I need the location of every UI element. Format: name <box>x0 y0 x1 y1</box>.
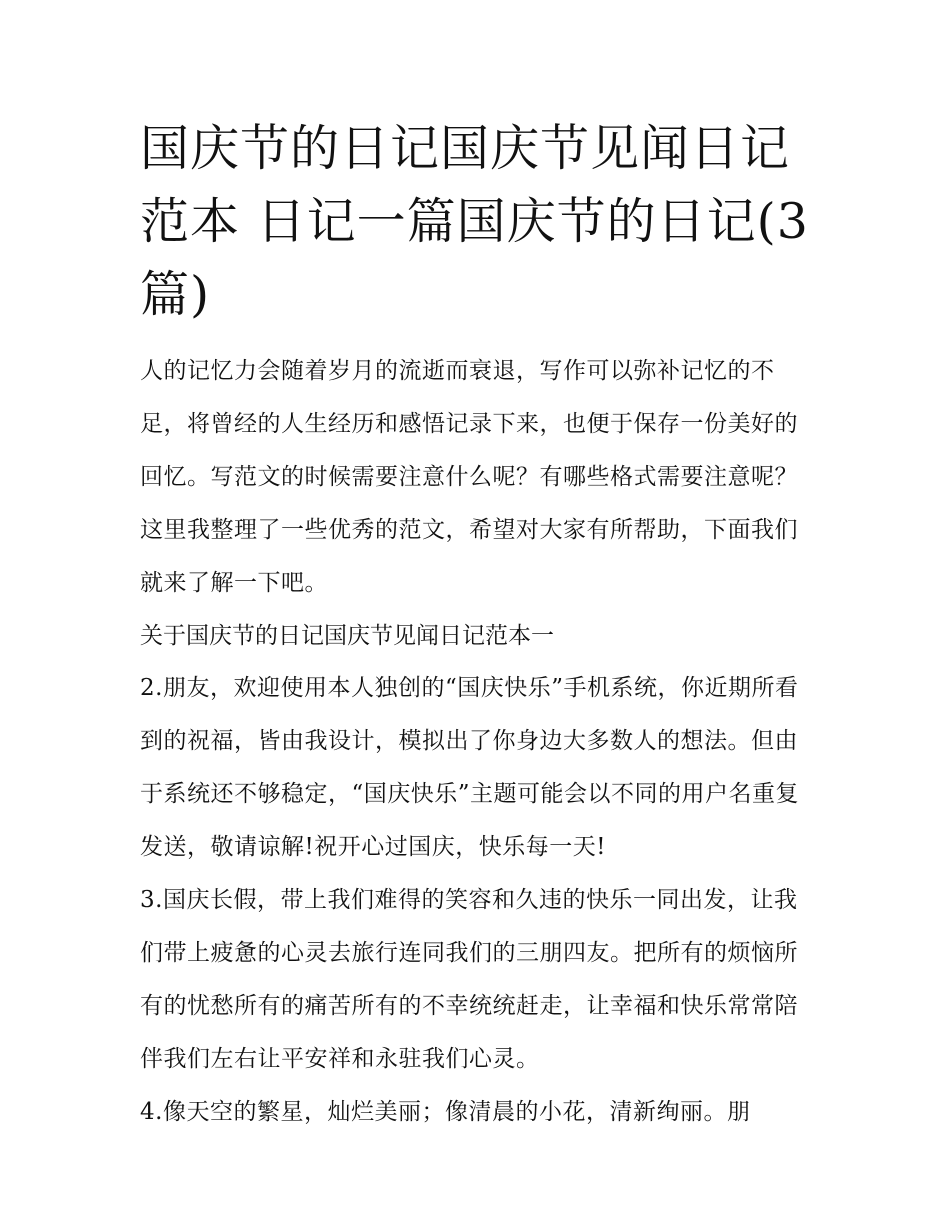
paragraph-item-2: 2.朋友，欢迎使用本人独创的“国庆快乐”手机系统，你近期所看到的祝福，皆由我设计，模拟出了你身边大多数人的想法。但由于系统还不够稳定，“国庆快乐”主题可能会以不同的用户名重复发送，敬请谅解!祝开心过国庆，快乐每一天! <box>140 675 800 860</box>
document-page <box>140 112 820 1139</box>
paragraph-item-3: 3.国庆长假，带上我们难得的笑容和久违的快乐一同出发，让我们带上疲惫的心灵去旅行连同我们的三朋四友。把所有的烦恼所有的忧愁所有的痛苦所有的不幸统统赶走，让幸福和快乐常常陪伴我们左右让平安祥和永驻我们心灵。 <box>140 887 798 1072</box>
section-heading: 关于国庆节的日记国庆节见闻日记范本一 <box>140 623 554 649</box>
intro-paragraph: 人的记忆力会随着岁月的流逝而衰退，写作可以弥补记忆的不足，将曾经的人生经历和感悟记录下来，也便于保存一份美好的回忆。写范文的时候需要注意什么呢？有哪些格式需要注意呢？这里我整理了一些优秀的范文，希望对大家有所帮助，下面我们就来了解一下吧。 <box>140 358 798 596</box>
document-title: 国庆节的日记国庆节见闻日记范本 日记一篇国庆节的日记(3篇) <box>140 120 809 323</box>
paragraph-item-4: 4.像天空的繁星，灿烂美丽；像清晨的小花，清新绚丽。朋 <box>140 1099 751 1125</box>
